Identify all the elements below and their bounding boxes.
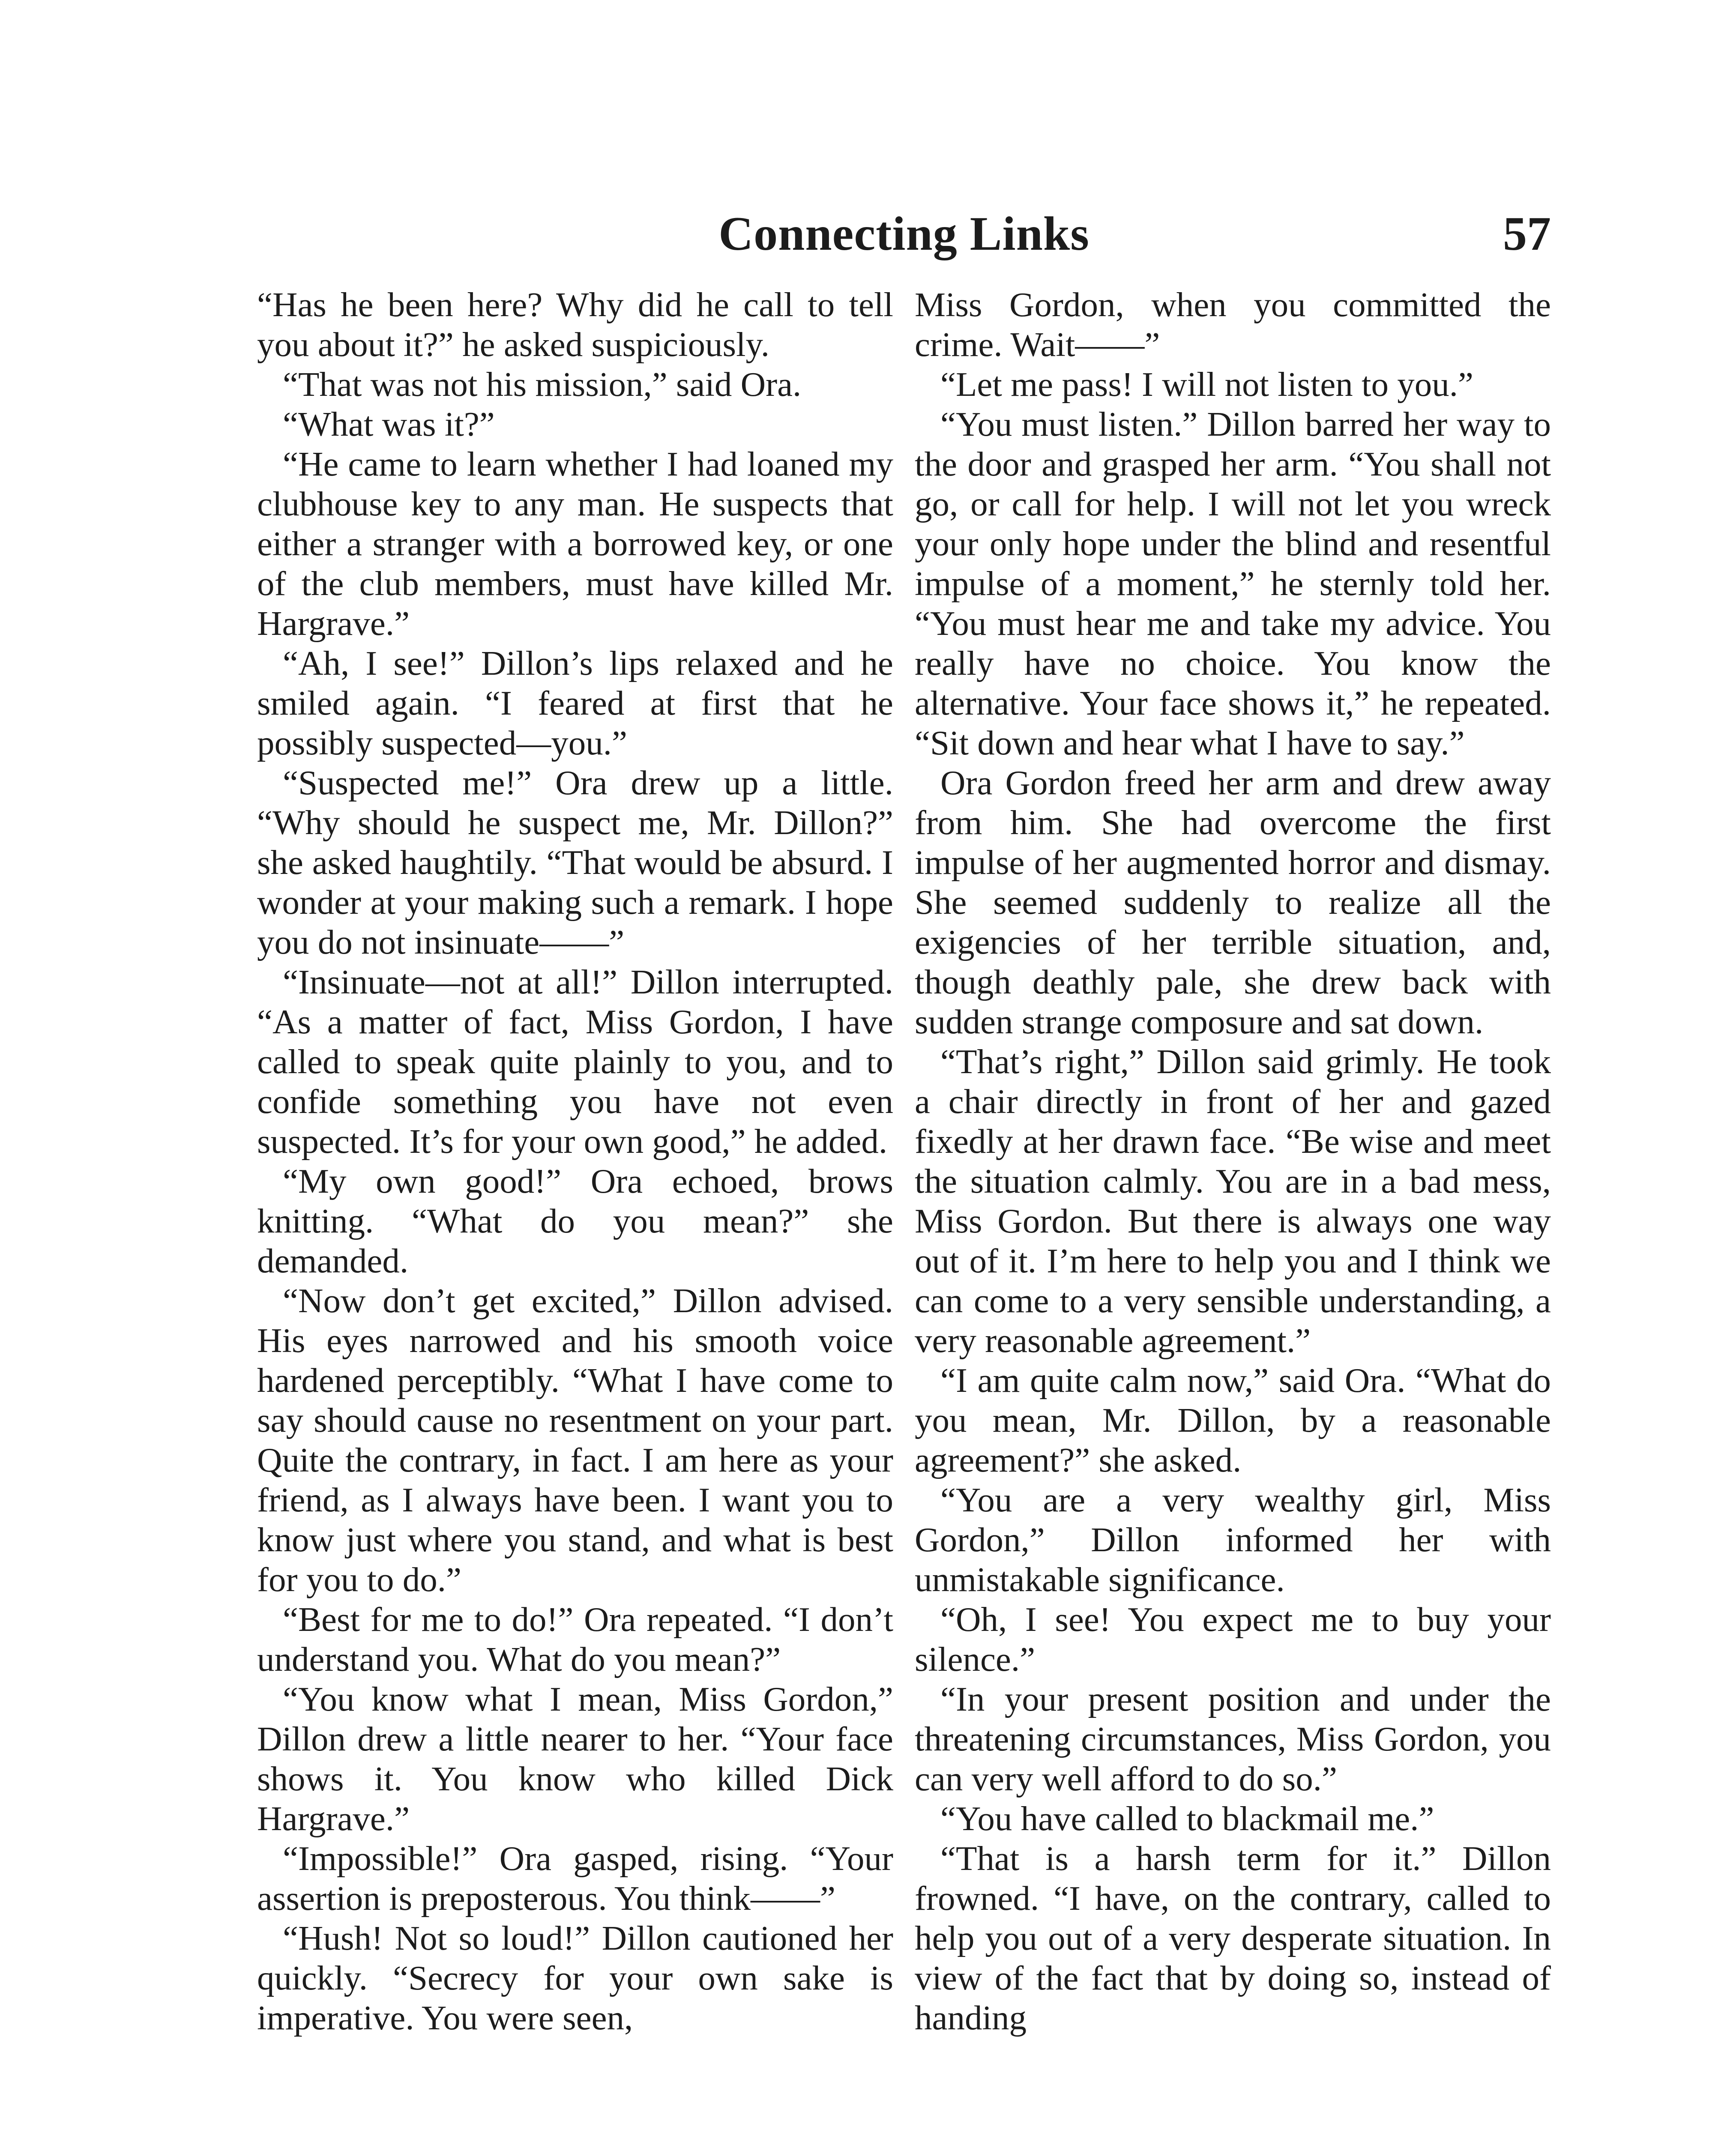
paragraph: “In your present position and under the threatening circumstances, Miss Gordon, you can very well afford to do so.” xyxy=(915,1680,1551,1798)
paragraph: “Hush! Not so loud!” Dillon cautioned her quickly. “Secrecy for your own sake is imperative. You were seen, xyxy=(257,1919,893,2037)
right-text-column xyxy=(915,285,1551,2038)
left-text-column xyxy=(257,285,893,2038)
paragraph: “You have called to blackmail me.” xyxy=(940,1799,1434,1838)
paragraph: “That was not his mission,” said Ora. xyxy=(283,365,802,404)
paragraph: “I am quite calm now,” said Ora. “What do you mean, Mr. Dillon, by a reasonable agreement?” she asked. xyxy=(915,1361,1551,1479)
paragraph: “You are a very wealthy girl, Miss Gordon,” Dillon informed her with unmistakable significance. xyxy=(915,1481,1551,1599)
paragraph: “Suspected me!” Ora drew up a little. “Why should he suspect me, Mr. Dillon?” she asked haughtily. “That would be absurd. I wonder at your making such a remark. I hope you do not insinuate——” xyxy=(257,763,893,961)
paragraph: “You know what I mean, Miss Gordon,” Dillon drew a little nearer to her. “Your face shows it. You know who killed Dick Hargrave.” xyxy=(257,1680,893,1838)
page-header xyxy=(257,206,1551,275)
paragraph: “That’s right,” Dillon said grimly. He took a chair directly in front of her and gazed fixedly at her drawn face. “Be wise and meet the situation calmly. You are in a bad mess, Miss Gordon. But there is always one way out of it. I’m here to help you and I think we can come to a very sensible understanding, a very reasonable agreement.” xyxy=(915,1042,1551,1360)
paragraph: “Now don’t get excited,” Dillon advised. His eyes narrowed and his smooth voice hardened perceptibly. “What I have come to say should cause no resentment on your part. Quite the contrary, in fact. I am here as your friend, as I always have been. I want you to know just where you stand, and what is best for you to do.” xyxy=(257,1281,893,1599)
running-title: Connecting Links xyxy=(718,207,1089,260)
paragraph: “Insinuate—not at all!” Dillon interrupted. “As a matter of fact, Miss Gordon, I have called to speak quite plainly to you, and to confide something you have not even suspected. It’s for your own good,” he added. xyxy=(257,963,893,1161)
paragraph: Miss Gordon, when you committed the crime. Wait——” xyxy=(915,285,1551,364)
page-number: 57 xyxy=(1503,207,1551,260)
paragraph: “Best for me to do!” Ora repeated. “I don’t understand you. What do you mean?” xyxy=(257,1600,893,1678)
paragraph: “My own good!” Ora echoed, brows knitting. “What do you mean?” she demanded. xyxy=(257,1162,893,1280)
paragraph: “That is a harsh term for it.” Dillon frowned. “I have, on the contrary, called to help you out of a very desperate situation. In view of the fact that by doing so, instead of handing xyxy=(915,1839,1551,2037)
paragraph: “Ah, I see!” Dillon’s lips relaxed and he smiled again. “I feared at first that he possibly suspected—you.” xyxy=(257,644,893,762)
paragraph: “Let me pass! I will not listen to you.” xyxy=(940,365,1473,404)
paragraph: “He came to learn whether I had loaned my clubhouse key to any man. He suspects that either a stranger with a borrowed key, or one of the club members, must have killed Mr. Hargrave.” xyxy=(257,445,893,643)
paragraph: “You must listen.” Dillon barred her way to the door and grasped her arm. “You shall not go, or call for help. I will not let you wreck your only hope under the blind and resentful impulse of a moment,” he sternly told her. “You must hear me and take my advice. You really have no choice. You know the alternative. Your face shows it,” he repeated. “Sit down and hear what I have to say.” xyxy=(915,405,1551,762)
paragraph: Ora Gordon freed her arm and drew away from him. She had overcome the first impulse of her augmented horror and dismay. She seemed suddenly to realize all the exigencies of her terrible situation, and, though deathly pale, she drew back with sudden strange composure and sat down. xyxy=(915,763,1551,1041)
paragraph: “Has he been here? Why did he call to tell you about it?” he asked suspiciously. xyxy=(257,285,893,364)
paragraph: “Oh, I see! You expect me to buy your silence.” xyxy=(915,1600,1551,1678)
paragraph: “Impossible!” Ora gasped, rising. “Your assertion is preposterous. You think——” xyxy=(257,1839,893,1918)
paragraph: “What was it?” xyxy=(283,405,495,443)
